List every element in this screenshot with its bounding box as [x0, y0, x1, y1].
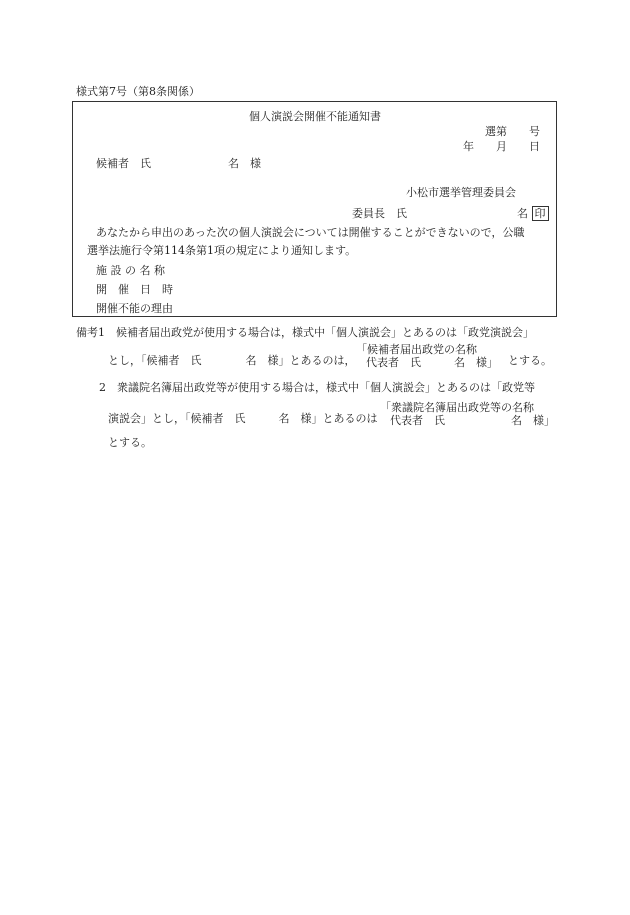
issuer-chair-line: [352, 206, 549, 221]
note-1-replacement-bottom: 代表者 氏 名 様」: [366, 356, 498, 369]
note-1-line-1: 備考1 候補者届出政党が使用する場合は，様式中「個人演説会」とあるのは「政党演説会」: [76, 326, 534, 339]
note-1-line-2: とし，「候補者 氏 名 様」とあるのは，: [108, 354, 356, 367]
note-2-replacement-block: [380, 401, 555, 427]
form-number-header: 様式第7号（第8条関係）: [76, 85, 200, 98]
note-2-replacement-top: 「衆議院名簿届出政党等の名称: [380, 401, 534, 414]
field-reason: 開催不能の理由: [96, 302, 173, 315]
issuer-organization: 小松市選挙管理委員会: [406, 186, 516, 199]
issue-date: 年 月 日: [463, 140, 540, 153]
body-text-line-2: 選挙法施行令第114条第1項の規定により通知します。: [87, 244, 357, 257]
document-number: 選第 号: [485, 125, 540, 138]
notice-form: [72, 101, 557, 317]
body-text-line-1: あなたから申出のあった次の個人演説会については開催することができないので，公職: [96, 226, 525, 239]
field-datetime: 開 催 日 時: [96, 283, 173, 296]
note-2-line-1: 2 衆議院名簿届出政党等が使用する場合は，様式中「個人演説会」とあるのは「政党等: [99, 381, 535, 394]
note-1-replacement-block: [356, 343, 498, 369]
note-2-line-2: 演説会」とし，「候補者 氏 名 様」とあるのは: [108, 412, 378, 425]
issuer-name: 委員長 氏 名: [352, 207, 528, 220]
field-facility-name: 施 設 の 名 称: [96, 264, 165, 277]
note-1-line-2-end: とする。: [508, 354, 552, 367]
note-2-replacement-bottom: 代表者 氏 名 様」: [390, 414, 555, 427]
form-title: 個人演説会開催不能通知書: [249, 110, 381, 123]
recipient-line: 候補者 氏 名 様: [96, 157, 261, 170]
note-2-line-3: とする。: [108, 436, 152, 449]
seal-mark: 印: [532, 206, 549, 221]
note-1-replacement-top: 「候補者届出政党の名称: [356, 343, 477, 356]
